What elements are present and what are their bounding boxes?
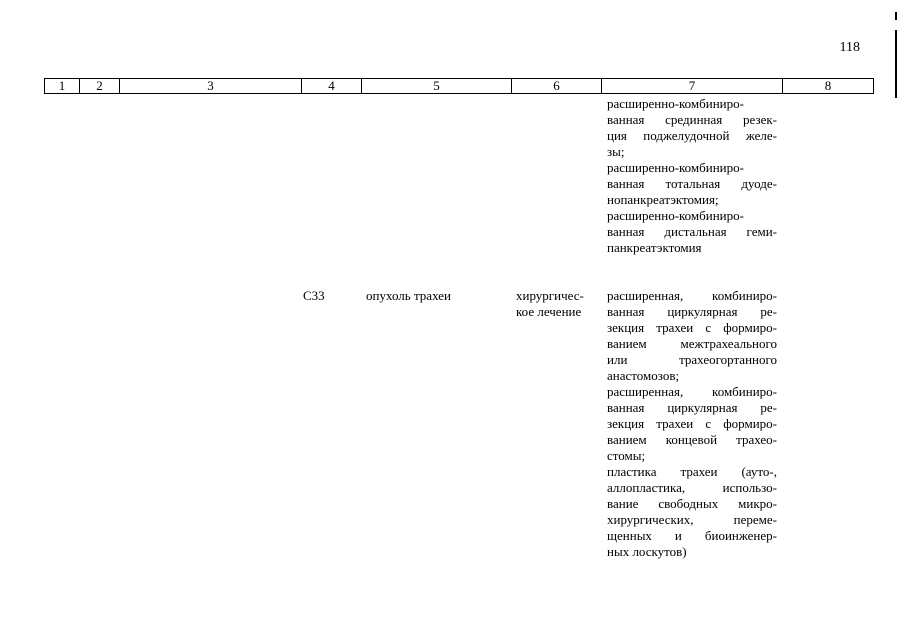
- block2-col7-text: [607, 288, 777, 560]
- block1-col7-line: расширенно-комбиниро-: [607, 160, 744, 175]
- block2-col7-line: зекция трахеи с формиро-: [607, 416, 777, 431]
- block1-col7-line: ванная дистальная геми-: [607, 224, 777, 239]
- block1-col7-line: ванная срединная резек-: [607, 112, 777, 127]
- table-header-row: [44, 78, 874, 94]
- block2-col7-line: пластика трахеи (ауто-,: [607, 464, 777, 479]
- block2-col6-line: хирургичес-: [516, 288, 584, 303]
- block2-col7-line: хирургических, переме-: [607, 512, 777, 527]
- block1-col7-line: расширенно-комбиниро-: [607, 96, 744, 111]
- block2-col7-line: ных лоскутов): [607, 544, 687, 559]
- block2-col7-line: расширенная, комбиниро-: [607, 288, 777, 303]
- block1-col7-line: зы;: [607, 144, 625, 159]
- block2-col7-line: вание свободных микро-: [607, 496, 777, 511]
- block2-col7-line: ванием концевой трахео-: [607, 432, 777, 447]
- block2-col7-line: расширенная, комбиниро-: [607, 384, 777, 399]
- block2-col7-line: ванная циркулярная ре-: [607, 304, 777, 319]
- block2-col7-line: аллопластика, использо-: [607, 480, 777, 495]
- header-cell-2: 2: [80, 79, 120, 93]
- block2-col7-line: щенных и биоинженер-: [607, 528, 777, 543]
- block2-col4-code: C33: [303, 288, 325, 303]
- block1-col7-line: нопанкреатэктомия;: [607, 192, 719, 207]
- block2-col7-line: анастомозов;: [607, 368, 680, 383]
- page-number: 118: [839, 40, 860, 55]
- block2-col7-line: ванием межтрахеального: [607, 336, 777, 351]
- header-cell-6: 6: [512, 79, 602, 93]
- block1-col7-line: панкреатэктомия: [607, 240, 702, 255]
- header-cell-1: 1: [45, 79, 80, 93]
- header-cell-5: 5: [362, 79, 512, 93]
- block2-col7-line: зекция трахеи с формиро-: [607, 320, 777, 335]
- block2-col7-line: ванная циркулярная ре-: [607, 400, 777, 415]
- block1-col7-line: расширенно-комбиниро-: [607, 208, 744, 223]
- header-cell-4: 4: [302, 79, 362, 93]
- block1-col7-line: ванная тотальная дуоде-: [607, 176, 777, 191]
- edge-mark-top: [895, 12, 897, 20]
- header-cell-3: 3: [120, 79, 302, 93]
- block1-col7-text: [607, 96, 777, 256]
- header-cell-8: 8: [824, 78, 832, 93]
- block2-col6-line: кое лечение: [516, 304, 582, 319]
- block2-col5-diagnosis: опухоль трахеи: [366, 288, 451, 303]
- block2-col6-treatment: [516, 288, 596, 320]
- block2-col7-line: или трахеогортанного: [607, 352, 777, 367]
- block1-col7-line: ция поджелудочной желе-: [607, 128, 777, 143]
- edge-mark-right: [895, 30, 897, 98]
- header-cell-7: 7: [602, 79, 783, 93]
- block2-col7-line: стомы;: [607, 448, 646, 463]
